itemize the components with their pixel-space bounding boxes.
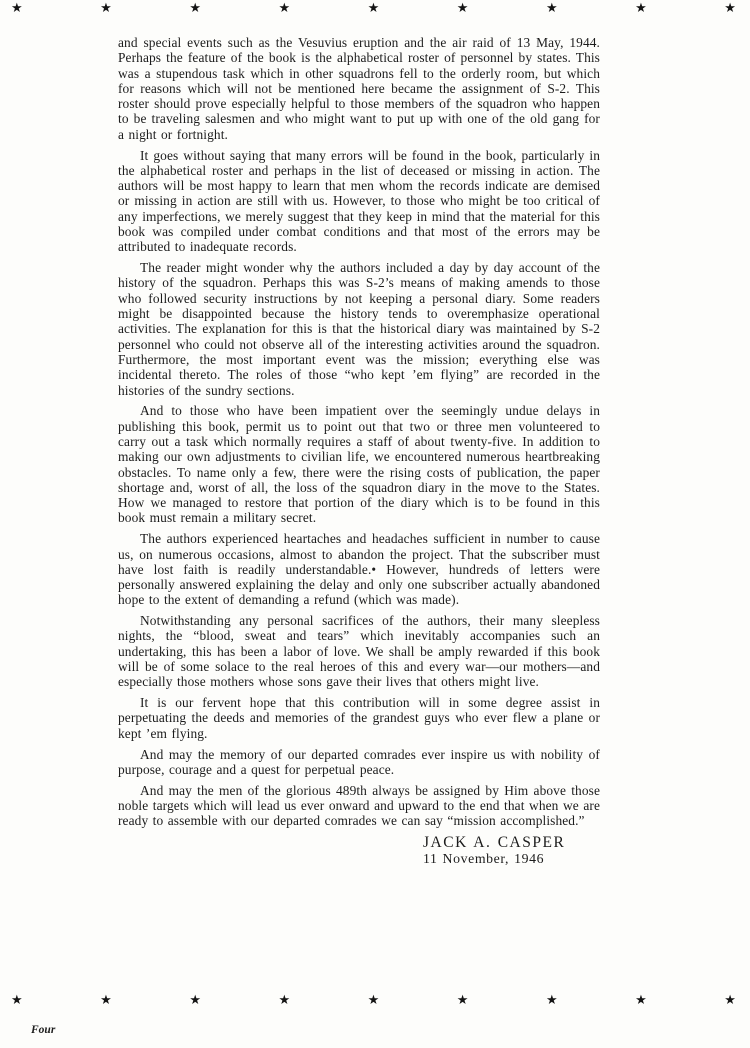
paragraph: The authors experienced heartaches and headaches sufficient in number to cause us, on numerous occasions, almost to abandon the project. That the subscriber must have lost faith is readily understandable.• However, hundreds of letters were personally answered explaining the delay and only one subscriber actually abandoned hope to the extent of demanding a refund (which was made).: [118, 531, 600, 608]
page-number: Four: [31, 1024, 56, 1036]
paragraph: And to those who have been impatient over the seemingly undue delays in publishing this book, permit us to point out that two or three men volunteered to carry out a task which normally requires a staff of about twenty-five. In addition to making our own adjustments to civilian life, we encountered numerous heartbreaking obstacles. To name only a few, there were the rising costs of publication, the paper shortage and, worst of all, the loss of the squadron diary in the move to the States. How we managed to restore that portion of the diary which is to be found in this book must remain a military secret.: [118, 403, 600, 526]
star-icon: ★: [724, 992, 736, 1007]
star-icon: ★: [456, 0, 469, 15]
star-icon: ★: [100, 992, 112, 1007]
star-icon: ★: [189, 0, 201, 15]
paragraph: And may the men of the glorious 489th always be assigned by Him above those noble targets which will lead us ever onward and upward to the end that when we are ready to assemble with our departed comrades we can say “mission accomplished.”: [118, 782, 600, 829]
star-icon: ★: [278, 0, 291, 15]
paragraph: The reader might wonder why the authors included a day by day account of the history of the squadron. Perhaps this was S-2’s means of making amends to those who followed security instructions by not keeping a personal diary. Some readers might be disappointed because the history tends to overemphasize operational activities. The explanation for this is that the historical diary was maintained by S-2 personnel who could not observe all of the interesting activities around the squadron. Furthermore, the most important event was the mission; everything else was incidental thereto. The roles of those “who kept ’em flying” are recorded in the histories of the sundry sections.: [118, 260, 600, 398]
star-row-top: [11, 0, 736, 16]
paragraph: and special events such as the Vesuvius eruption and the air raid of 13 May, 1944. Perhaps the feature of the book is the alphabetical roster of personnel by states. This was a stupendous task which in other squadrons fell to the orderly room, but which for reasons which will not be mentioned here became the assignment of S-2. This roster should prove especially helpful to those members of the squadron who happen to be traveling salesmen and who might want to put up with one of the old gang for a night or fortnight.: [118, 35, 600, 142]
paragraph: It goes without saying that many errors will be found in the book, particularly in the alphabetical roster and perhaps in the list of deceased or missing in action. The authors will be most happy to learn that men whom the records indicate are demised or missing in action are still with us. However, to those who might be too critical of any imperfections, we merely suggest that they keep in mind that the material for this book was compiled under combat conditions and that most of the errors may be attributed to inadequate records.: [118, 147, 600, 255]
star-icon: ★: [189, 992, 201, 1007]
paragraph: It is our fervent hope that this contribution will in some degree assist in perpetuating the deeds and memories of the grandest guys who ever flew a plane or kept ’em flying.: [118, 695, 600, 741]
star-row-bottom: [11, 992, 736, 1008]
star-icon: ★: [635, 0, 647, 15]
star-icon: ★: [456, 992, 469, 1007]
signature-block: [423, 834, 600, 867]
star-icon: ★: [635, 992, 647, 1007]
star-icon: ★: [278, 992, 291, 1007]
star-icon: ★: [545, 0, 558, 15]
signature-date: 11 November, 1946: [423, 851, 545, 867]
star-icon: ★: [11, 992, 23, 1007]
star-icon: ★: [545, 992, 558, 1007]
signature-name: JACK A. CASPER: [423, 834, 566, 852]
star-icon: ★: [100, 0, 112, 15]
paragraph: Notwithstanding any personal sacrifices of the authors, their many sleepless nights, the “blood, sweat and tears” which inevitably accompanies such an undertaking, this has been a labor of love. We shall be amply rewarded if this book will be of some solace to the real heroes of this and every war—our mothers—and especially those mothers whose sons gave their lives that others might live.: [118, 613, 600, 690]
star-icon: ★: [724, 0, 736, 15]
body-text: [118, 35, 600, 867]
star-icon: ★: [11, 0, 23, 15]
star-icon: ★: [367, 992, 380, 1007]
star-icon: ★: [367, 0, 380, 15]
paragraph: And may the memory of our departed comrades ever inspire us with nobility of purpose, courage and a quest for perpetual peace.: [118, 746, 600, 777]
